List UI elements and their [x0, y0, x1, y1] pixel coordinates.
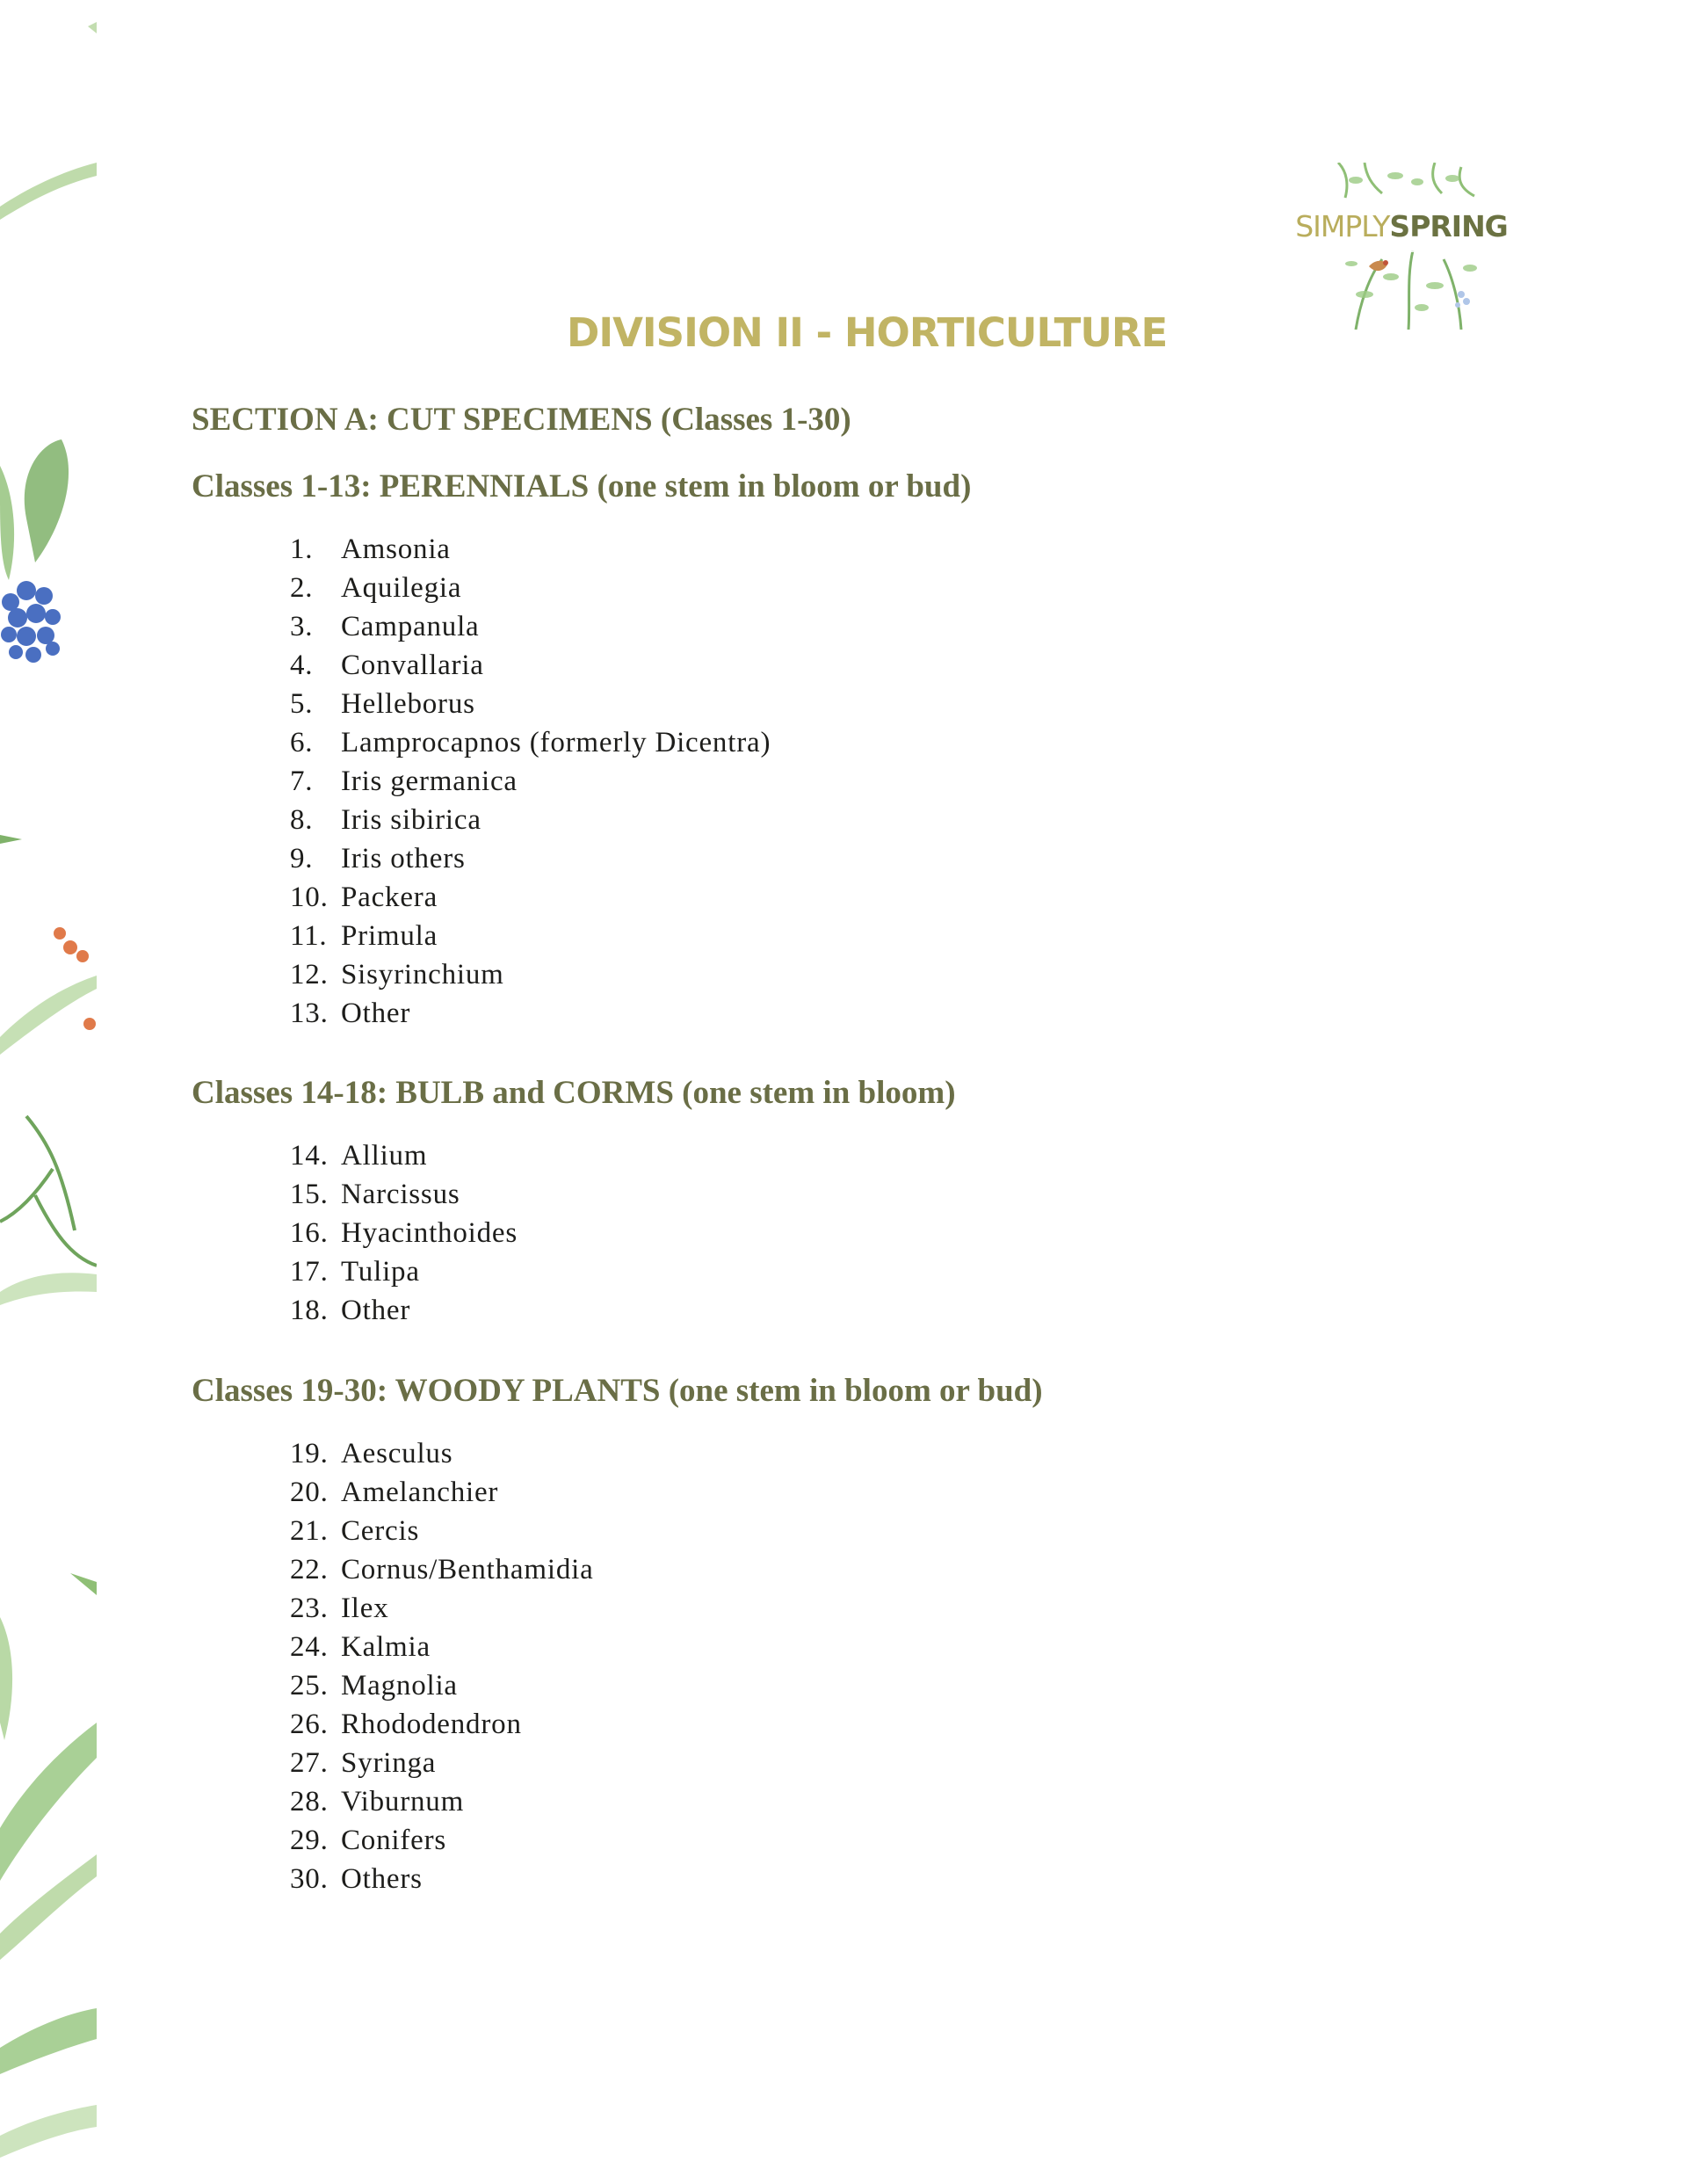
logo-spring-text: SPRING [1389, 208, 1508, 243]
item-number: 26. [290, 1709, 329, 1740]
bulbs-corms-list [290, 1136, 518, 1330]
item-name: Lamprocapnos (formerly Dicentra) [341, 727, 771, 758]
item-name: Iris sibirica [341, 804, 481, 836]
item-number: 5. [290, 688, 314, 720]
list-item [290, 955, 771, 994]
item-name: Campanula [341, 611, 480, 642]
item-number: 17. [290, 1256, 329, 1288]
list-item [290, 1782, 594, 1821]
perennials-list [290, 530, 771, 1033]
list-item [290, 1821, 594, 1860]
item-name: Magnolia [341, 1670, 458, 1701]
item-name: Amsonia [341, 533, 451, 565]
list-item [290, 1860, 594, 1898]
woody-plants-list [290, 1434, 594, 1898]
item-number: 6. [290, 727, 314, 758]
item-number: 18. [290, 1295, 329, 1326]
item-name: Convallaria [341, 649, 484, 681]
logo-wordmark [1278, 200, 1524, 252]
list-item [290, 994, 771, 1033]
item-name: Kalmia [341, 1631, 431, 1663]
item-number: 23. [290, 1593, 329, 1624]
simply-spring-logo [1278, 163, 1524, 330]
list-item [290, 1705, 594, 1744]
item-name: Viburnum [341, 1786, 465, 1818]
item-name: Helleborus [341, 688, 475, 720]
list-item [290, 762, 771, 801]
item-name: Allium [341, 1140, 428, 1172]
item-name: Primula [341, 920, 438, 952]
item-number: 12. [290, 959, 329, 990]
botanical-border-illustration [0, 0, 97, 2184]
item-number: 3. [290, 611, 314, 642]
item-name: Packera [341, 882, 438, 913]
item-number: 22. [290, 1554, 329, 1585]
item-name: Syringa [341, 1747, 437, 1779]
item-name: Ilex [341, 1593, 389, 1624]
group-heading-bulbs-corms: Classes 14-18: BULB and CORMS (one stem in bloom) [192, 1075, 956, 1111]
item-name: Narcissus [341, 1179, 460, 1210]
item-name: Others [341, 1863, 423, 1895]
list-item [290, 1512, 594, 1550]
item-number: 29. [290, 1825, 329, 1856]
item-name: Other [341, 998, 411, 1029]
list-item [290, 1550, 594, 1589]
item-number: 13. [290, 998, 329, 1029]
item-number: 19. [290, 1438, 329, 1469]
list-item [290, 607, 771, 646]
item-number: 8. [290, 804, 314, 836]
item-name: Rhododendron [341, 1709, 522, 1740]
list-item [290, 1434, 594, 1473]
list-item [290, 1291, 518, 1330]
list-item [290, 1136, 518, 1175]
list-item [290, 1666, 594, 1705]
list-item [290, 839, 771, 878]
item-name: Sisyrinchium [341, 959, 504, 990]
item-name: Amelanchier [341, 1477, 499, 1508]
list-item [290, 1473, 594, 1512]
item-number: 21. [290, 1515, 329, 1547]
item-number: 14. [290, 1140, 329, 1172]
list-item [290, 1214, 518, 1252]
item-name: Hyacinthoides [341, 1217, 518, 1249]
item-number: 30. [290, 1863, 329, 1895]
item-name: Aquilegia [341, 572, 462, 604]
division-title: DIVISION II - HORTICULTURE [567, 309, 1168, 356]
list-item [290, 646, 771, 685]
item-name: Cercis [341, 1515, 420, 1547]
list-item [290, 1252, 518, 1291]
group-heading-perennials: Classes 1-13: PERENNIALS (one stem in bloom or bud) [192, 468, 972, 504]
list-item [290, 1744, 594, 1782]
item-number: 24. [290, 1631, 329, 1663]
item-name: Conifers [341, 1825, 447, 1856]
list-item [290, 1628, 594, 1666]
item-number: 28. [290, 1786, 329, 1818]
list-item [290, 723, 771, 762]
item-number: 4. [290, 649, 314, 681]
item-name: Aesculus [341, 1438, 453, 1469]
item-number: 25. [290, 1670, 329, 1701]
item-name: Iris germanica [341, 765, 518, 797]
list-item [290, 1589, 594, 1628]
item-name: Cornus/Benthamidia [341, 1554, 594, 1585]
item-name: Iris others [341, 843, 466, 874]
item-number: 2. [290, 572, 314, 604]
section-title: SECTION A: CUT SPECIMENS (Classes 1-30) [192, 402, 851, 438]
group-heading-woody-plants: Classes 19-30: WOODY PLANTS (one stem in bloom or bud) [192, 1373, 1043, 1409]
item-number: 27. [290, 1747, 329, 1779]
logo-simply-text: SIMPLY [1295, 208, 1390, 243]
list-item [290, 1175, 518, 1214]
item-number: 11. [290, 920, 328, 952]
item-number: 10. [290, 882, 329, 913]
list-item [290, 530, 771, 569]
item-name: Other [341, 1295, 411, 1326]
item-number: 1. [290, 533, 314, 565]
item-number: 20. [290, 1477, 329, 1508]
list-item [290, 878, 771, 917]
list-item [290, 917, 771, 955]
list-item [290, 685, 771, 723]
list-item [290, 801, 771, 839]
item-name: Tulipa [341, 1256, 420, 1288]
item-number: 15. [290, 1179, 329, 1210]
list-item [290, 569, 771, 607]
item-number: 16. [290, 1217, 329, 1249]
item-number: 9. [290, 843, 314, 874]
item-number: 7. [290, 765, 314, 797]
